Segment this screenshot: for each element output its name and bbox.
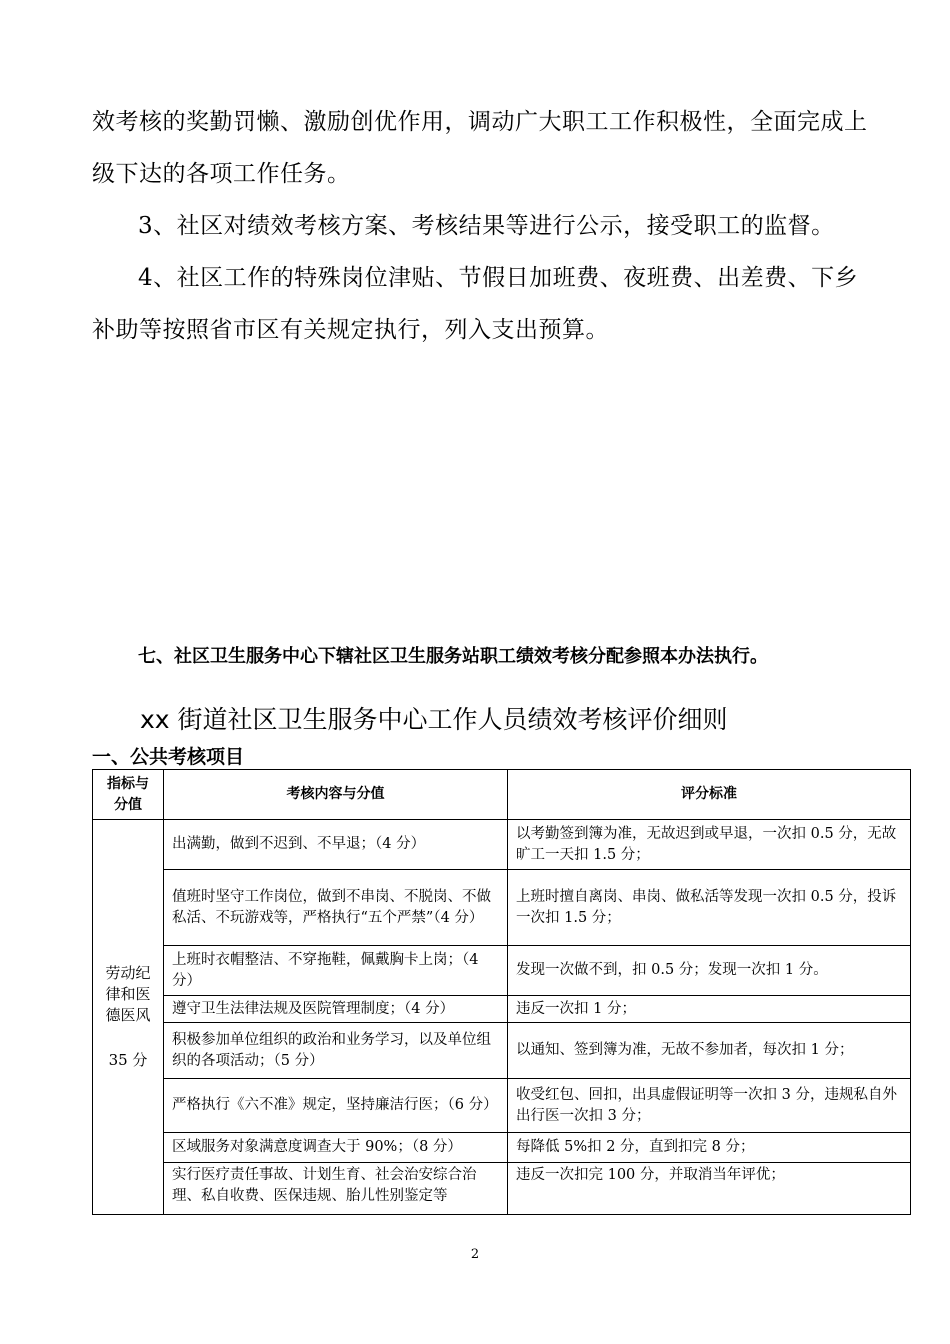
category-name: 劳动纪律和医德医风 xyxy=(105,964,151,1024)
document-title: xx 街道社区卫生服务中心工作人员绩效考核评价细则 xyxy=(140,705,728,734)
table-row xyxy=(93,1133,911,1163)
category-score: 35 分 xyxy=(108,1051,148,1069)
header-content: 考核内容与分值 xyxy=(164,770,508,820)
row-content: 遵守卫生法律法规及医院管理制度；（4 分） xyxy=(164,996,508,1023)
section-1-heading: 一、公共考核项目 xyxy=(92,746,245,768)
row-standard: 发现一次做不到，扣 0.5 分；发现一次扣 1 分。 xyxy=(508,946,911,996)
page-number: 2 xyxy=(470,1247,480,1262)
row-content: 出满勤，做到不迟到、不早退；（4 分） xyxy=(164,820,508,870)
paragraph-1: 效考核的奖勤罚懒、激励创优作用，调动广大职工工作积极性，全面完成上级下达的各项工作任务。 xyxy=(92,109,868,187)
table-row xyxy=(93,820,911,870)
header-indicator: 指标与分值 xyxy=(93,770,164,820)
table-row xyxy=(93,996,911,1023)
row-content: 严格执行《六不准》规定，坚持廉洁行医；（6 分） xyxy=(164,1079,508,1133)
row-standard: 以考勤签到簿为准，无故迟到或早退，一次扣 0.5 分，无故旷工一天扣 1.5 分； xyxy=(508,820,911,870)
row-content: 值班时坚守工作岗位，做到不串岗、不脱岗、不做私活、不玩游戏等，严格执行“五个严禁”（4 分） xyxy=(164,870,508,946)
row-content: 上班时衣帽整洁、不穿拖鞋，佩戴胸卡上岗；（4 分） xyxy=(164,946,508,996)
row-content: 积极参加单位组织的政治和业务学习，以及单位组织的各项活动；（5 分） xyxy=(164,1023,508,1079)
header-standard: 评分标准 xyxy=(508,770,911,820)
row-standard: 违反一次扣完 100 分，并取消当年评优； xyxy=(508,1163,911,1215)
table-row xyxy=(93,1163,911,1215)
row-standard: 收受红包、回扣，出具虚假证明等一次扣 3 分，违规私自外出行医一次扣 3 分； xyxy=(508,1079,911,1133)
assessment-table xyxy=(92,769,911,1215)
paragraph-item-4: 4、社区工作的特殊岗位津贴、节假日加班费、夜班费、出差费、下乡补助等按照省市区有关规定执行，列入支出预算。 xyxy=(92,265,859,343)
table-row xyxy=(93,1023,911,1079)
paragraph-item-3: 3、社区对绩效考核方案、考核结果等进行公示，接受职工的监督。 xyxy=(138,213,835,239)
table-row xyxy=(93,946,911,996)
row-standard: 违反一次扣 1 分； xyxy=(508,996,911,1023)
section-7-heading: 七、社区卫生服务中心下辖社区卫生服务站职工绩效考核分配参照本办法执行。 xyxy=(138,646,768,667)
row-standard: 每降低 5%扣 2 分，直到扣完 8 分； xyxy=(508,1133,911,1163)
table-row xyxy=(93,1079,911,1133)
row-content: 区域服务对象满意度调查大于 90%；（8 分） xyxy=(164,1133,508,1163)
row-standard: 上班时擅自离岗、串岗、做私活等发现一次扣 0.5 分，投诉一次扣 1.5 分； xyxy=(508,870,911,946)
table-header-row xyxy=(93,770,911,820)
table-row xyxy=(93,870,911,946)
category-cell xyxy=(93,820,164,1215)
row-standard: 以通知、签到簿为准，无故不参加者，每次扣 1 分； xyxy=(508,1023,911,1079)
row-content: 实行医疗责任事故、计划生育、社会治安综合治理、私自收费、医保违规、胎儿性别鉴定等 xyxy=(164,1163,508,1215)
